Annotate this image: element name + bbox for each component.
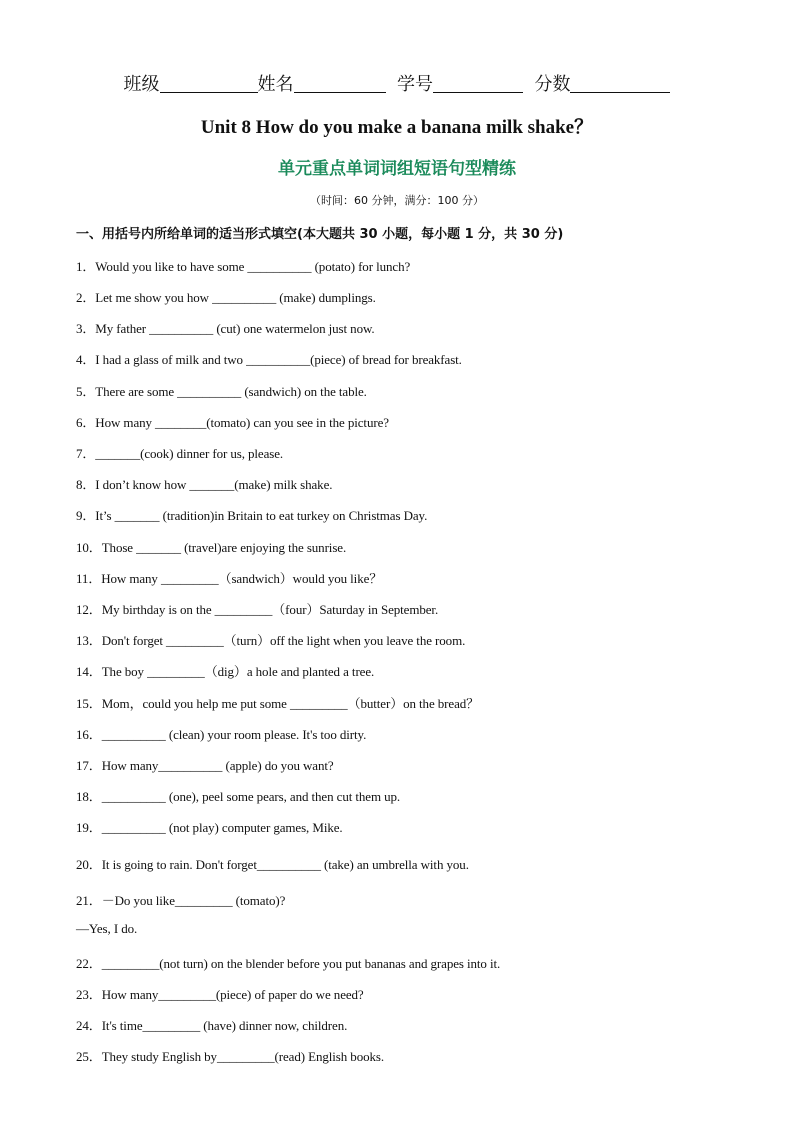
student-id-label: 学号 [397,74,433,95]
question-item: 4．I had a glass of milk and two __________(piece) of bread for breakfast. [76,352,462,367]
question-item: 11．How many _________（sandwich）would you like？ [76,571,383,586]
question-item: 14．The boy _________（dig）a hole and planted a tree. [76,664,375,679]
student-id-blank[interactable] [433,74,523,93]
class-blank[interactable] [160,74,258,93]
question-item: 8．I don’t know how _______(make) milk shake. [76,477,333,492]
section-heading: 一、用括号内所给单词的适当形式填空(本大题共 30 小题，每小题 1 分，共 30 分) [76,227,564,242]
answer-line: —Yes, I do. [76,921,138,936]
question-item: 18．__________ (one), peel some pears, and then cut them up. [76,789,401,804]
question-item: 17．How many__________ (apple) do you want? [76,758,334,773]
question-item: 13．Don't forget _________（turn）off the light when you leave the room. [76,633,466,648]
question-item: 16．__________ (clean) your room please. It's too dirty. [76,727,367,742]
time-note: （时间：60 分钟，满分：100 分） [310,194,484,207]
question-item: 9．It’s _______ (tradition)in Britain to eat turkey on Christmas Day. [76,508,428,523]
question-item: 21．－Do you like_________ (tomato)? [76,893,286,908]
page-title: Unit 8 How do you make a banana milk shake？ [200,117,594,138]
question-item: 20．It is going to rain. Don't forget__________ (take) an umbrella with you. [76,857,469,872]
page-subtitle: 单元重点单词词组短语句型精练 [278,159,516,179]
question-item: 22．_________(not turn) on the blender before you put bananas and grapes into it. [76,956,501,971]
question-item: 6．How many ________(tomato) can you see in the picture? [76,415,389,430]
question-item: 1．Would you like to have some __________ (potato) for lunch? [76,259,411,274]
question-item: 5．There are some __________ (sandwich) on the table. [76,384,367,399]
question-item: 24．It's time_________ (have) dinner now, children. [76,1018,348,1033]
class-label: 班级 [123,74,160,95]
question-item: 10．Those _______ (travel)are enjoying the sunrise. [76,540,347,555]
question-item: 2．Let me show you how __________ (make) dumplings. [76,290,376,305]
score-blank[interactable] [570,74,670,93]
question-item: 12．My birthday is on the _________（four）Saturday in September. [76,602,439,617]
question-item: 23．How many_________(piece) of paper do we need? [76,987,364,1002]
name-blank[interactable] [294,74,386,93]
name-label: 姓名 [257,74,294,95]
question-item: 15．Mom，could you help me put some _________（butter）on the bread？ [76,696,480,711]
question-item: 7．_______(cook) dinner for us, please. [76,446,284,461]
question-item: 25．They study English by_________(read) English books. [76,1049,385,1064]
student-info-line [0,70,794,96]
question-item: 19．__________ (not play) computer games, Mike. [76,820,343,835]
question-item: 3．My father __________ (cut) one watermelon just now. [76,321,375,336]
score-label: 分数 [534,74,571,95]
